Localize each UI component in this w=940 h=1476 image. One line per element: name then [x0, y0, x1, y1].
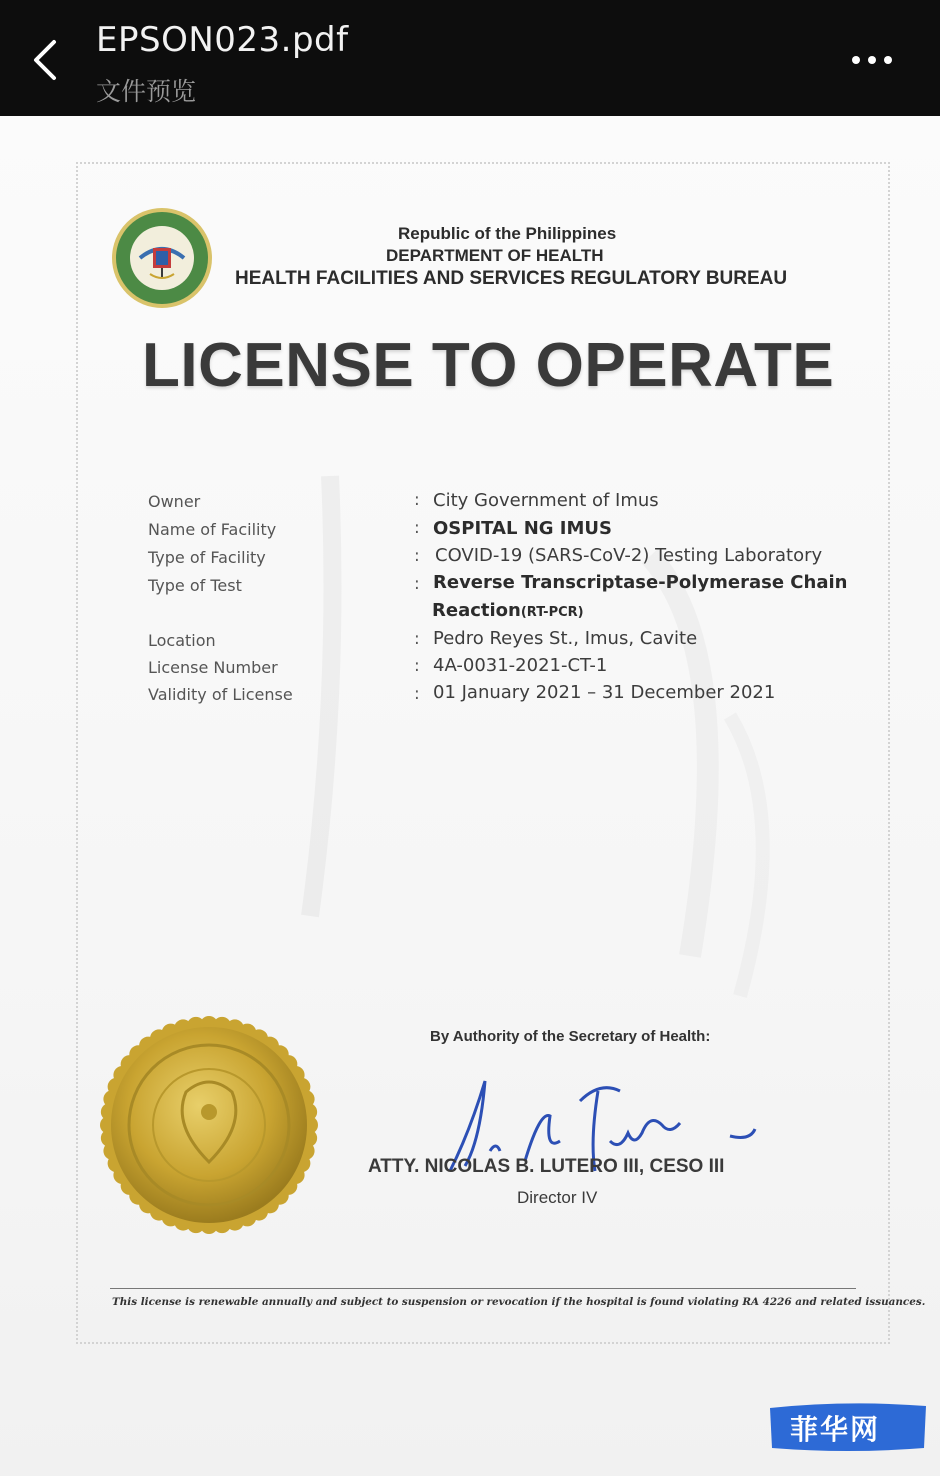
signer-name: ATTY. NICOLAS B. LUTERO III, CESO III	[368, 1156, 725, 1177]
footer-note: This license is renewable annually and subject to suspension or revocation if the hospital is found violating RA 4226 and related issuances.	[112, 1296, 926, 1308]
back-button[interactable]	[22, 30, 72, 90]
watermark-text: 菲华网	[790, 1413, 881, 1446]
field-value-location: Pedro Reyes St., Imus, Cavite	[433, 628, 698, 649]
field-value-license-number: 4A-0031-2021-CT-1	[433, 655, 608, 676]
field-value-owner: City Government of Imus	[433, 490, 659, 511]
field-value-facility-type: COVID-19 (SARS-CoV-2) Testing Laboratory	[435, 545, 823, 566]
footer-divider	[110, 1288, 856, 1289]
field-label-test-type: Type of Test	[148, 576, 242, 595]
field-colon: :	[414, 684, 420, 704]
signer-title: Director IV	[517, 1188, 598, 1207]
field-label-validity: Validity of License	[148, 685, 293, 704]
field-colon: :	[414, 574, 420, 594]
field-label-location: Location	[148, 631, 216, 650]
field-label-facility-type: Type of Facility	[148, 548, 266, 567]
field-colon: :	[414, 629, 420, 649]
field-label-facility-name: Name of Facility	[148, 520, 277, 539]
field-value-test-type-line2	[432, 600, 584, 621]
file-subtitle: 文件预览	[96, 77, 197, 106]
gold-seal-icon	[96, 1012, 322, 1238]
field-colon: :	[414, 518, 420, 538]
header-department: DEPARTMENT OF HEALTH	[386, 246, 604, 265]
field-colon: :	[414, 656, 420, 676]
field-value-facility-name: OSPITAL NG IMUS	[433, 518, 612, 539]
background-ghost-print	[270, 396, 830, 1016]
chevron-left-icon	[22, 30, 72, 90]
test-type-abbrev: (RT-PCR)	[520, 605, 584, 620]
test-type-reaction: Reaction	[432, 600, 521, 621]
field-label-license-number: License Number	[148, 658, 278, 677]
field-label-owner: Owner	[148, 492, 201, 511]
more-options-button[interactable]	[842, 40, 902, 80]
field-colon: :	[414, 490, 420, 510]
field-value-validity: 01 January 2021 – 31 December 2021	[433, 682, 776, 703]
top-app-bar	[0, 0, 940, 116]
more-horizontal-icon	[842, 40, 902, 80]
file-title: EPSON023.pdf	[96, 20, 349, 60]
document-title: LICENSE TO OPERATE	[142, 331, 835, 400]
header-republic: Republic of the Philippines	[398, 224, 617, 243]
authority-line: By Authority of the Secretary of Health:	[430, 1028, 711, 1045]
field-colon: :	[414, 546, 420, 566]
header-bureau: HEALTH FACILITIES AND SERVICES REGULATORY BUREAU	[235, 268, 788, 289]
field-value-test-type: Reverse Transcriptase-Polymerase Chain	[433, 572, 848, 593]
document-preview[interactable]	[0, 116, 940, 1476]
doh-seal-icon	[110, 206, 214, 310]
